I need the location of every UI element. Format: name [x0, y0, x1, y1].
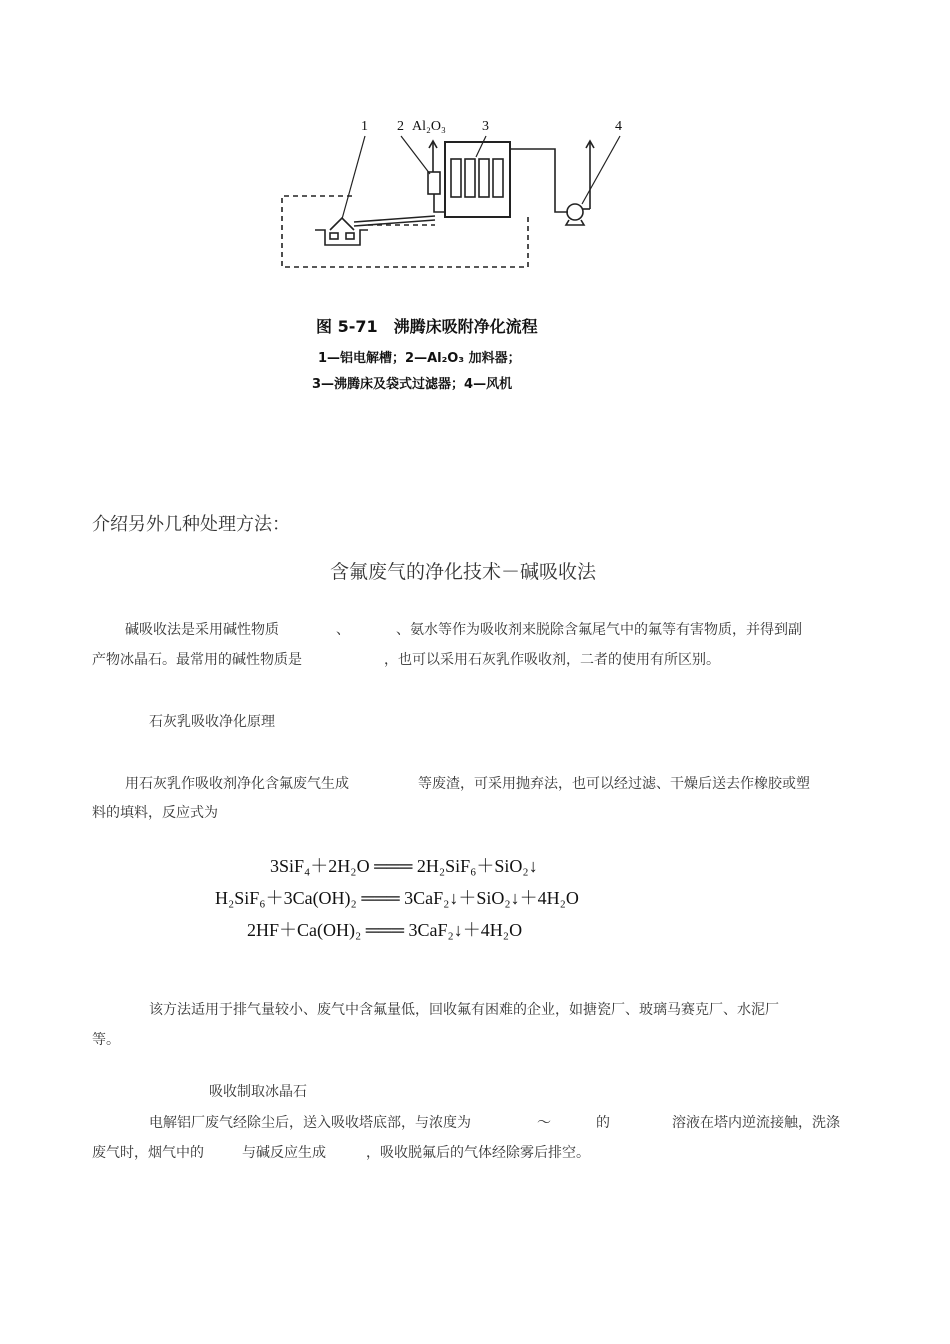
bag-filter-2: [465, 159, 475, 197]
para1-text-a: 碱吸收法是采用碱性物质: [125, 622, 279, 638]
para4-text-d: 溶液在塔内逆流接触，洗涤: [672, 1115, 840, 1131]
electrolytic-cell: [315, 230, 368, 245]
para3-text-a: 该方法适用于排气量较小、废气中含氟量低，回收氟有困难的企业，如搪瓷厂、玻璃马赛克厂、水泥厂: [149, 1002, 779, 1018]
cell-anode-right: [346, 233, 354, 239]
label-al2o3: Al₂O₃: [412, 119, 446, 134]
para2-text-c: 料的填料，反应式为: [92, 805, 218, 821]
dashed-return-line: [282, 196, 528, 267]
label-3: 3: [482, 119, 489, 134]
para1-text-b: 、: [336, 622, 350, 638]
para2-text-b: 等废渣，可采用抛弃法，也可以经过滤、干燥后送去作橡胶或塑: [418, 776, 810, 792]
para4-text-e: 废气时，烟气中的: [92, 1145, 204, 1161]
label-4: 4: [615, 119, 622, 134]
leader-line-1: [342, 136, 365, 219]
cell-hood: [330, 218, 354, 230]
para1-text-c: 、氨水等作为吸收剂来脱除含氟尾气中的氟等有害物质，并得到副: [396, 622, 802, 638]
subheading-lime-milk: 石灰乳吸收净化原理: [149, 714, 275, 730]
para3-text-b: 等。: [92, 1032, 120, 1048]
para1-text-d: 产物冰晶石。最常用的碱性物质是: [92, 652, 302, 668]
para4-text-g: ，吸收脱氟后的气体经除雾后排空。: [366, 1145, 590, 1161]
process-flow-diagram: [270, 112, 630, 277]
feeder-to-bed-line: [434, 194, 445, 212]
label-2: 2: [397, 119, 404, 134]
alumina-feeder: [428, 172, 440, 194]
equation-2: H₂SiF₆＋3Ca(OH)₂ ═══ 3CaF₂↓＋SiO₂↓＋4H₂O: [215, 888, 579, 908]
figure-caption-title: 图 5-71 沸腾床吸附净化流程: [316, 317, 538, 336]
equation-3: 2HF＋Ca(OH)₂ ═══ 3CaF₂↓＋4H₂O: [247, 920, 523, 940]
para1-text-e: ，也可以采用石灰乳作吸收剂，二者的使用有所区别。: [384, 652, 720, 668]
section-title: 含氟废气的净化技术－碱吸收法: [330, 561, 597, 583]
outlet-pipe: [510, 149, 568, 212]
bag-filter-4: [493, 159, 503, 197]
label-1: 1: [361, 119, 368, 134]
leader-line-3: [476, 136, 486, 157]
cell-anode-left: [330, 233, 338, 239]
intro-heading: 介绍另外几种处理方法：: [92, 514, 290, 535]
figure-caption-line2: 3—沸腾床及袋式过滤器；4—风机: [312, 377, 513, 392]
para4-text-c: 的: [596, 1115, 610, 1131]
equation-1: 3SiF₄＋2H₂O ═══ 2H₂SiF₆＋SiO₂↓: [270, 856, 538, 876]
fan-body: [567, 204, 583, 220]
bag-filter-1: [451, 159, 461, 197]
subheading-cryolite: 吸收制取冰晶石: [209, 1084, 307, 1100]
para4-text-a: 电解铝厂废气经除尘后，送入吸收塔底部，与浓度为: [149, 1115, 471, 1131]
leader-line-2: [401, 136, 430, 174]
para2-text-a: 用石灰乳作吸收剂净化含氟废气生成: [125, 776, 349, 792]
bag-filter-3: [479, 159, 489, 197]
para4-text-b: ～: [537, 1115, 551, 1131]
figure-caption-line1: 1—铝电解槽；2—Al₂O₃ 加料器；: [318, 351, 521, 366]
para4-text-f: 与碱反应生成: [242, 1145, 326, 1161]
